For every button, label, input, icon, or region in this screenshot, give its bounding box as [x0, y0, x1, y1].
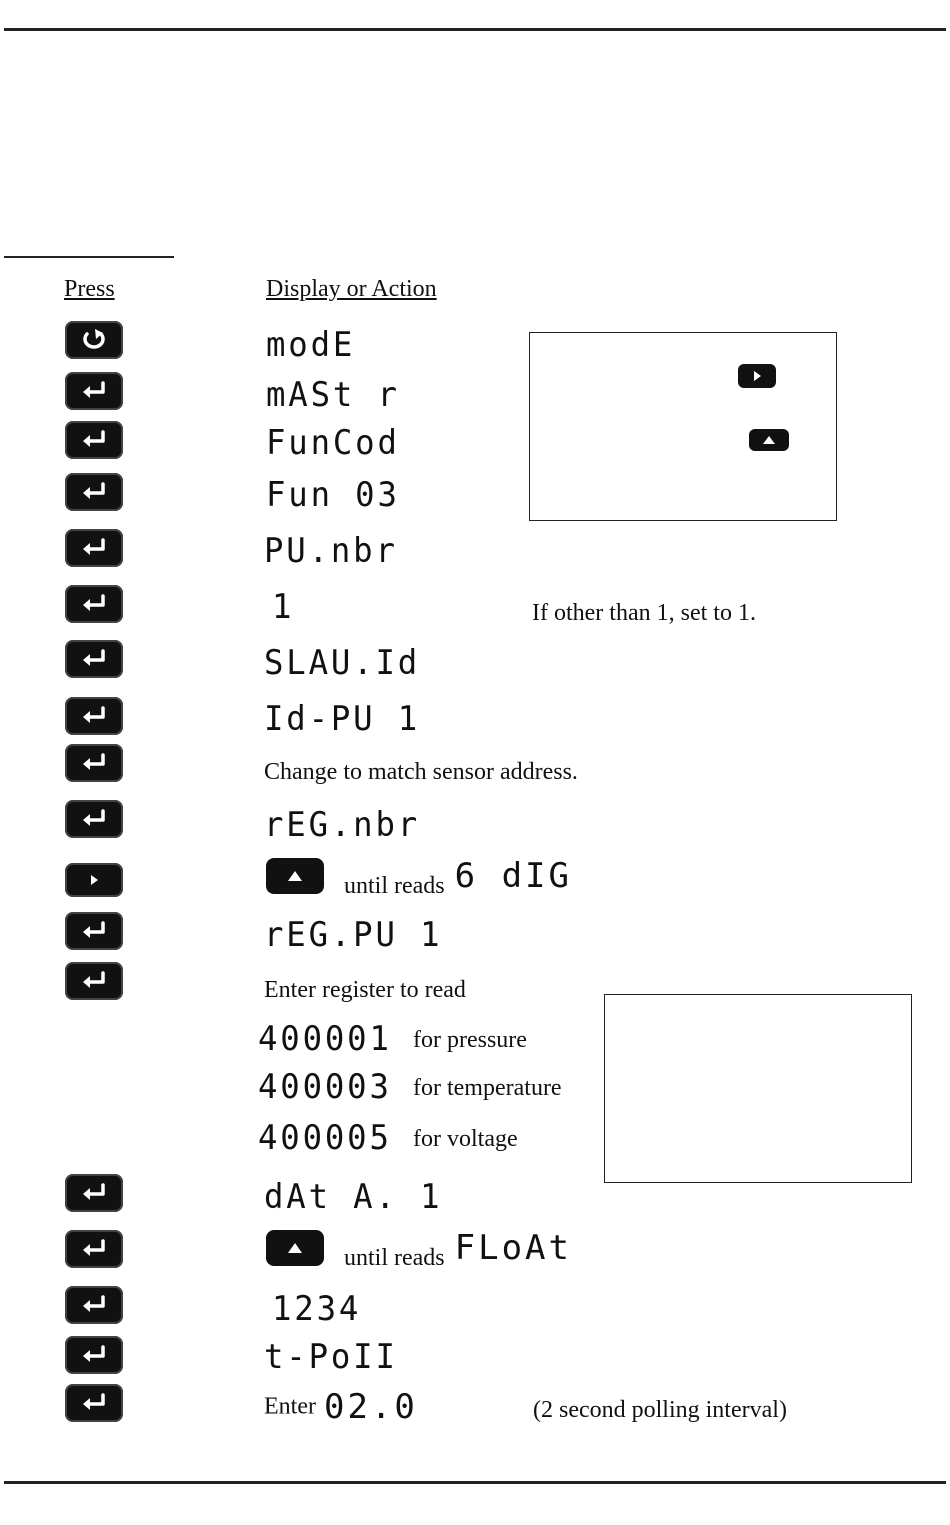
register-temperature-code: 400003: [258, 1067, 392, 1107]
enter-key[interactable]: [65, 912, 123, 950]
enter-icon: [79, 593, 109, 615]
display-6dig: 6 dIG: [454, 856, 572, 896]
enter-icon: [79, 970, 109, 992]
display-interval: 02.0: [323, 1387, 418, 1427]
enter-icon: [79, 537, 109, 559]
display-header: Display or Action: [266, 276, 437, 302]
register-voltage-code: 400005: [258, 1118, 392, 1158]
display-float: FLoAt: [454, 1228, 572, 1268]
enter-icon: [79, 1344, 109, 1366]
enter-text: Enter: [264, 1393, 316, 1420]
enter-icon: [79, 1238, 109, 1260]
enter-icon: [79, 752, 109, 774]
top-rule: [4, 28, 946, 31]
until-text: until reads: [344, 872, 445, 899]
enter-key[interactable]: [65, 962, 123, 1000]
enter-icon: [79, 808, 109, 830]
right-arrow-icon: [87, 873, 101, 887]
enter-key[interactable]: [65, 473, 123, 511]
action-enter-register: Enter register to read: [264, 977, 466, 1003]
display-regnbr: rEG.nbr: [264, 805, 421, 845]
display-pvnbr: PU.nbr: [264, 531, 398, 571]
enter-icon: [79, 920, 109, 942]
up-key[interactable]: [266, 858, 324, 894]
enter-icon: [79, 1392, 109, 1414]
note-polling-interval: (2 second polling interval): [533, 1397, 787, 1423]
enter-icon: [79, 1294, 109, 1316]
enter-key[interactable]: [65, 640, 123, 678]
action-change-address: Change to match sensor address.: [264, 759, 578, 785]
display-regpv1: rEG.PU 1: [264, 915, 443, 955]
row-enter-interval: [264, 1387, 418, 1427]
up-arrow-icon: [287, 1242, 303, 1254]
display-mode: modE: [266, 325, 356, 365]
row-until-6dig: [266, 856, 572, 899]
enter-key[interactable]: [65, 1286, 123, 1324]
register-pressure-code: 400001: [258, 1019, 392, 1059]
display-funcod: FunCod: [266, 423, 400, 463]
enter-icon: [79, 1182, 109, 1204]
until-text: until reads: [344, 1244, 445, 1271]
enter-icon: [79, 429, 109, 451]
display-one: 1: [272, 587, 295, 627]
enter-key[interactable]: [65, 800, 123, 838]
display-data1: dAt A. 1: [264, 1177, 443, 1217]
enter-key[interactable]: [65, 1230, 123, 1268]
enter-icon: [79, 380, 109, 402]
up-key[interactable]: [266, 1230, 324, 1266]
display-tpoll: t-PoII: [264, 1337, 398, 1377]
right-key[interactable]: [65, 863, 123, 897]
row-until-float: [266, 1228, 572, 1271]
note-set-to-1: If other than 1, set to 1.: [532, 600, 756, 626]
enter-key[interactable]: [65, 1336, 123, 1374]
menu-key[interactable]: [65, 321, 123, 359]
enter-key[interactable]: [65, 529, 123, 567]
enter-key[interactable]: [65, 585, 123, 623]
section-rule: [4, 256, 174, 258]
register-voltage-label: for voltage: [413, 1126, 518, 1152]
enter-key[interactable]: [65, 421, 123, 459]
display-idpv1: Id-PU 1: [264, 699, 421, 739]
display-master: mASt r: [266, 375, 400, 415]
display-slavid: SLAU.Id: [264, 643, 421, 683]
info-box-bottom: [604, 994, 912, 1183]
display-1234: 1234: [272, 1289, 362, 1329]
enter-icon: [79, 705, 109, 727]
register-pressure-label: for pressure: [413, 1027, 527, 1053]
info-box-top: [529, 332, 837, 521]
register-temperature-label: for temperature: [413, 1075, 562, 1101]
up-arrow-icon: [287, 870, 303, 882]
display-fun03: Fun 03: [266, 475, 400, 515]
bottom-rule: [4, 1481, 946, 1484]
right-key-icon: [738, 364, 776, 388]
enter-icon: [79, 648, 109, 670]
enter-key[interactable]: [65, 1384, 123, 1422]
enter-key[interactable]: [65, 744, 123, 782]
up-key-icon: [749, 429, 789, 451]
press-header: Press: [64, 276, 115, 302]
menu-icon: [79, 328, 109, 352]
enter-key[interactable]: [65, 697, 123, 735]
enter-icon: [79, 481, 109, 503]
enter-key[interactable]: [65, 372, 123, 410]
enter-key[interactable]: [65, 1174, 123, 1212]
